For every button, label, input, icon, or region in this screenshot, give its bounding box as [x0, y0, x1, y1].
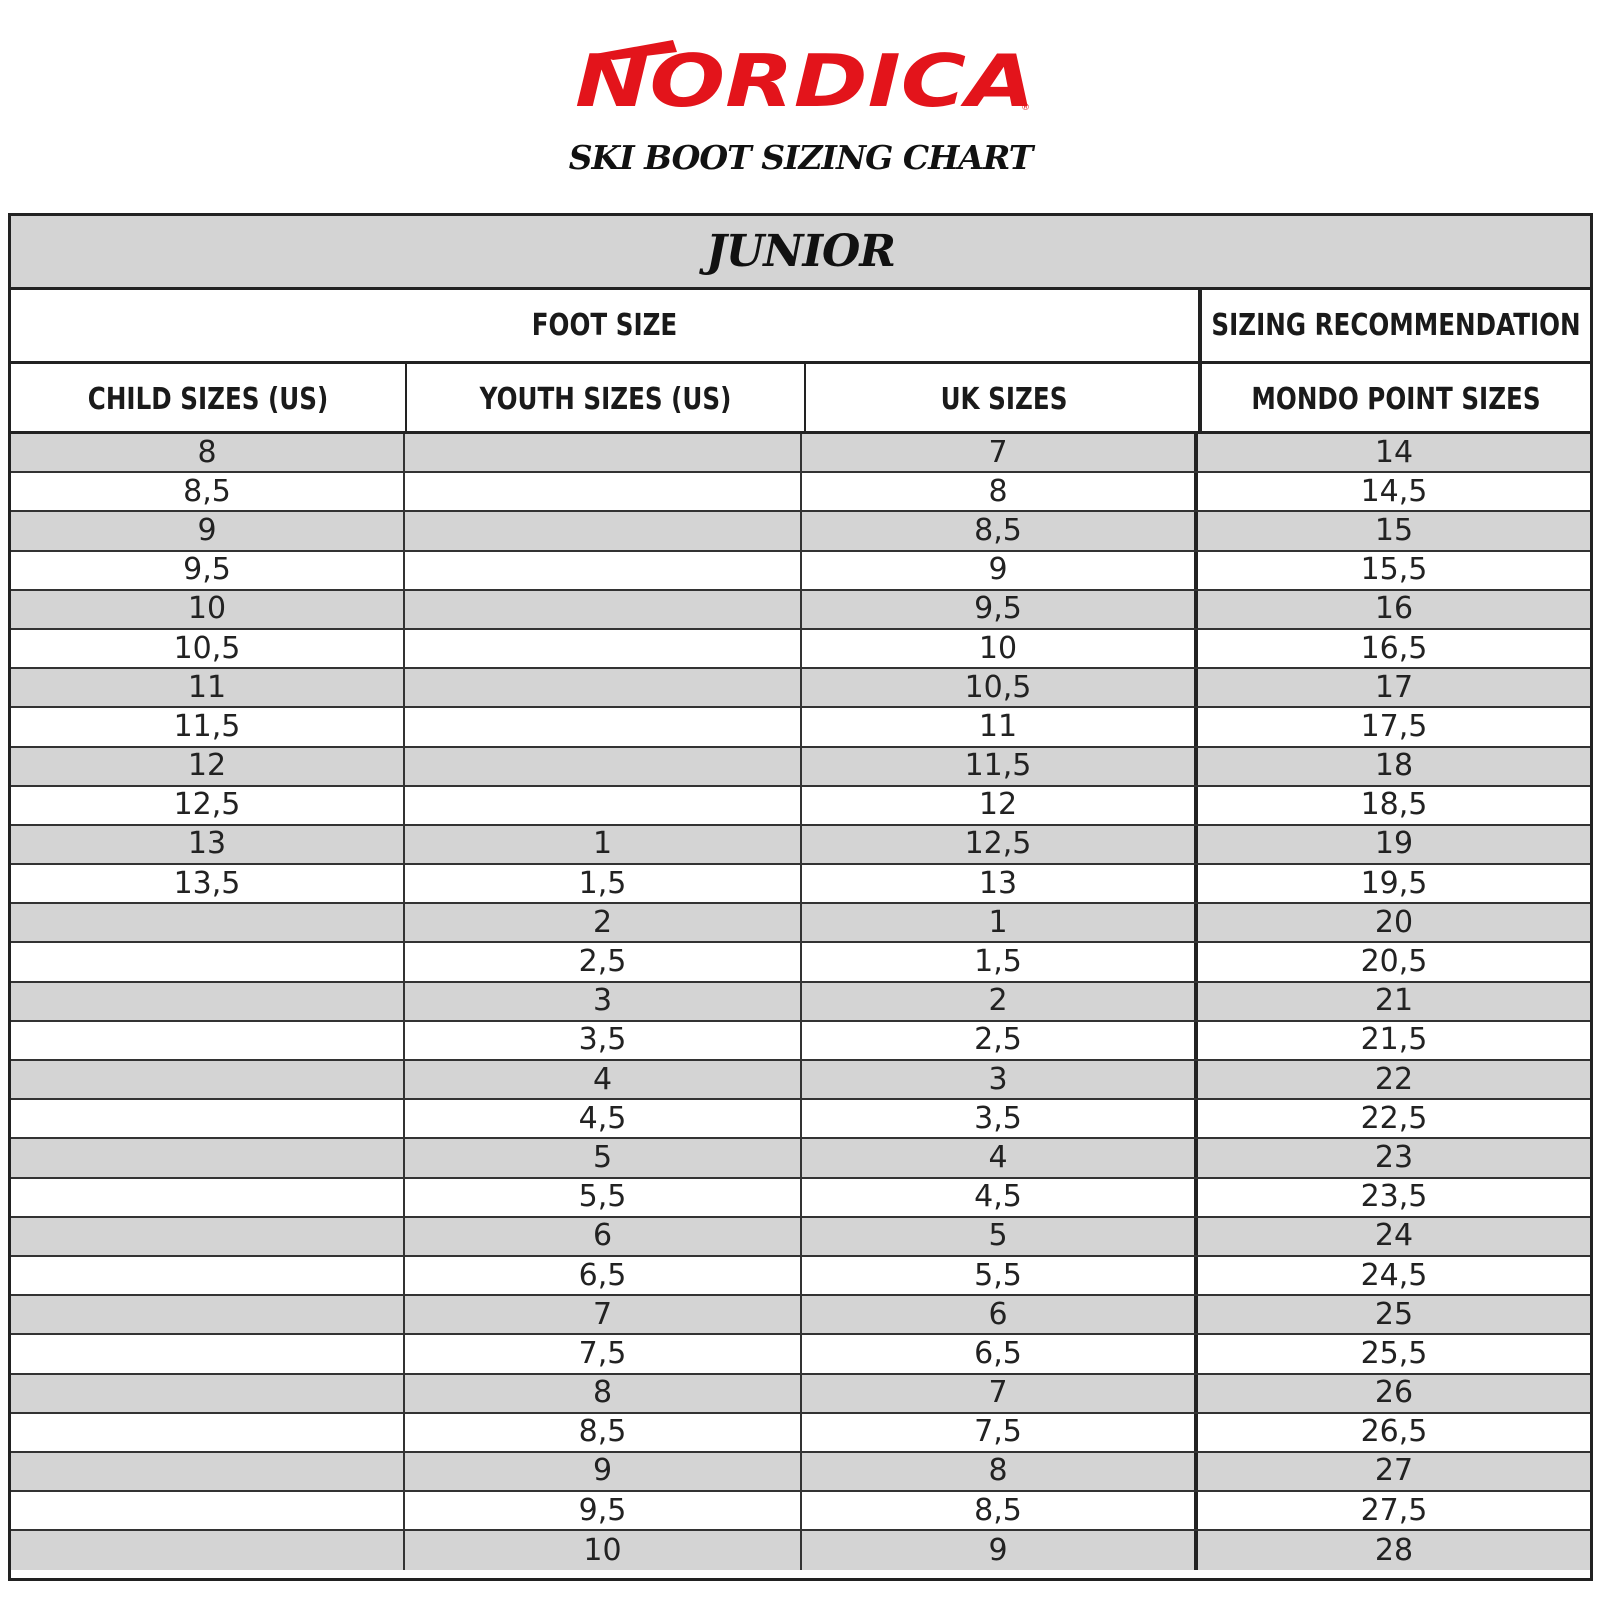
mondo-point-cell: 16 — [1374, 591, 1414, 627]
child-size-cell — [11, 983, 405, 1020]
youth-size-cell: 5 — [405, 1139, 802, 1176]
uk-size-cell: 9 — [802, 552, 1198, 589]
divider — [804, 361, 806, 434]
child-size-cell: 8,5 — [11, 473, 405, 510]
youth-size-cell — [405, 591, 802, 628]
mondo-point-cell: 16,5 — [1360, 630, 1428, 666]
table-row — [11, 1492, 1590, 1531]
uk-size-cell: 4,5 — [802, 1179, 1198, 1216]
table-row — [11, 865, 1590, 904]
child-size-cell — [11, 1179, 405, 1216]
mondo-point-cell: 19 — [1374, 826, 1414, 862]
uk-size-cell: 8,5 — [802, 512, 1198, 549]
table-row — [11, 748, 1590, 787]
mondo-point-cell: 18,5 — [1360, 787, 1428, 823]
mondo-point-cell: 20 — [1374, 904, 1414, 940]
youth-size-cell: 1,5 — [405, 865, 802, 902]
divider — [1198, 290, 1202, 434]
youth-size-cell: 3 — [405, 983, 802, 1020]
mondo-point-cell: 28 — [1374, 1532, 1414, 1568]
child-size-cell — [11, 1257, 405, 1294]
mondo-point-cell: 17,5 — [1360, 708, 1428, 744]
group-header-sizing-recommendation: SIZING RECOMMENDATION — [1211, 308, 1581, 343]
youth-size-cell: 9,5 — [405, 1492, 802, 1529]
child-size-cell — [11, 1100, 405, 1137]
mondo-point-cell: 27 — [1374, 1453, 1414, 1489]
table-row — [11, 473, 1590, 512]
table-row — [11, 1061, 1590, 1100]
table-row — [11, 591, 1590, 630]
table-row — [11, 1257, 1590, 1296]
table-row — [11, 826, 1590, 865]
table-row — [11, 1296, 1590, 1335]
mondo-point-cell: 23,5 — [1360, 1179, 1428, 1215]
child-size-cell: 9 — [11, 512, 405, 549]
mondo-point-cell: 14 — [1374, 434, 1414, 470]
mondo-point-cell: 22,5 — [1360, 1100, 1428, 1136]
child-size-cell — [11, 1139, 405, 1176]
child-size-cell: 11,5 — [11, 708, 405, 745]
child-size-cell: 12 — [11, 748, 405, 785]
youth-size-cell: 9 — [405, 1453, 802, 1490]
youth-size-cell — [405, 669, 802, 706]
table-row — [11, 1218, 1590, 1257]
table-row — [11, 787, 1590, 826]
child-size-cell — [11, 943, 405, 980]
mondo-point-cell: 25,5 — [1360, 1335, 1428, 1371]
mondo-point-cell: 19,5 — [1360, 865, 1428, 901]
table-row — [11, 983, 1590, 1022]
uk-size-cell: 12,5 — [802, 826, 1198, 863]
youth-size-cell — [405, 748, 802, 785]
youth-size-cell: 6 — [405, 1218, 802, 1255]
youth-size-cell: 10 — [405, 1531, 802, 1570]
column-header-uk-sizes: UK SIZES — [940, 381, 1068, 417]
table-row — [11, 1100, 1590, 1139]
table-row — [11, 630, 1590, 669]
child-size-cell: 13,5 — [11, 865, 405, 902]
uk-size-cell: 5 — [802, 1218, 1198, 1255]
youth-size-cell: 6,5 — [405, 1257, 802, 1294]
child-size-cell: 9,5 — [11, 552, 405, 589]
uk-size-cell: 3,5 — [802, 1100, 1198, 1137]
sizing-table — [8, 213, 1593, 1581]
child-size-cell: 10 — [11, 591, 405, 628]
mondo-point-cell: 15 — [1374, 512, 1414, 548]
uk-size-cell: 2 — [802, 983, 1198, 1020]
youth-size-cell: 7,5 — [405, 1335, 802, 1372]
uk-size-cell: 6,5 — [802, 1335, 1198, 1372]
mondo-point-cell: 26 — [1374, 1375, 1414, 1411]
logo-wordmark: NORDICA — [575, 39, 1035, 115]
column-header-child-sizes: CHILD SIZES (US) — [87, 381, 329, 417]
column-header-youth-sizes: YOUTH SIZES (US) — [479, 381, 732, 417]
child-size-cell: 13 — [11, 826, 405, 863]
table-row — [11, 708, 1590, 747]
mondo-point-cell: 17 — [1374, 669, 1414, 705]
mondo-point-cell: 14,5 — [1360, 473, 1428, 509]
table-row — [11, 943, 1590, 982]
mondo-point-cell: 21,5 — [1360, 1022, 1428, 1058]
uk-size-cell: 10,5 — [802, 669, 1198, 706]
mondo-point-cell: 23 — [1374, 1139, 1414, 1175]
divider — [405, 361, 407, 434]
table-row — [11, 1139, 1590, 1178]
uk-size-cell: 8 — [802, 473, 1198, 510]
child-size-cell — [11, 1022, 405, 1059]
child-size-cell — [11, 1492, 405, 1529]
youth-size-cell — [405, 434, 802, 471]
uk-size-cell: 1,5 — [802, 943, 1198, 980]
youth-size-cell: 4,5 — [405, 1100, 802, 1137]
uk-size-cell: 1 — [802, 904, 1198, 941]
uk-size-cell: 8,5 — [802, 1492, 1198, 1529]
youth-size-cell — [405, 708, 802, 745]
uk-size-cell: 3 — [802, 1061, 1198, 1098]
nordica-logo — [555, 30, 1055, 115]
table-row — [11, 1375, 1590, 1414]
uk-size-cell: 9,5 — [802, 591, 1198, 628]
table-row — [11, 1531, 1590, 1570]
mondo-point-cell: 22 — [1374, 1061, 1414, 1097]
uk-size-cell: 11 — [802, 708, 1198, 745]
table-body — [11, 434, 1590, 1570]
mondo-point-cell: 26,5 — [1360, 1414, 1428, 1450]
youth-size-cell — [405, 787, 802, 824]
youth-size-cell: 3,5 — [405, 1022, 802, 1059]
youth-size-cell: 2 — [405, 904, 802, 941]
section-title-junior: JUNIOR — [11, 216, 1590, 290]
youth-size-cell: 2,5 — [405, 943, 802, 980]
uk-size-cell: 13 — [802, 865, 1198, 902]
child-size-cell: 8 — [11, 434, 405, 471]
uk-size-cell: 10 — [802, 630, 1198, 667]
youth-size-cell: 1 — [405, 826, 802, 863]
column-header-mondo-point-sizes: MONDO POINT SIZES — [1251, 381, 1541, 417]
table-row — [11, 1335, 1590, 1374]
uk-size-cell: 4 — [802, 1139, 1198, 1176]
group-header-foot-size: FOOT SIZE — [531, 308, 678, 343]
mondo-point-cell: 18 — [1374, 748, 1414, 784]
child-size-cell — [11, 1453, 405, 1490]
mondo-point-cell: 20,5 — [1360, 944, 1428, 980]
youth-size-cell: 7 — [405, 1296, 802, 1333]
uk-size-cell: 7,5 — [802, 1414, 1198, 1451]
table-row — [11, 512, 1590, 551]
uk-size-cell: 8 — [802, 1453, 1198, 1490]
svg-text:®: ® — [1021, 103, 1030, 113]
table-row — [11, 1022, 1590, 1061]
uk-size-cell: 9 — [802, 1531, 1198, 1570]
youth-size-cell: 5,5 — [405, 1179, 802, 1216]
document-title: SKI BOOT SIZING CHART — [568, 138, 1033, 177]
youth-size-cell: 4 — [405, 1061, 802, 1098]
youth-size-cell: 8,5 — [405, 1414, 802, 1451]
mondo-point-cell: 21 — [1374, 983, 1414, 1019]
child-size-cell — [11, 904, 405, 941]
child-size-cell: 12,5 — [11, 787, 405, 824]
youth-size-cell — [405, 552, 802, 589]
child-size-cell — [11, 1414, 405, 1451]
mondo-point-cell: 24,5 — [1360, 1257, 1428, 1293]
mondo-point-cell: 25 — [1374, 1296, 1414, 1332]
mondo-point-cell: 15,5 — [1360, 552, 1428, 588]
uk-size-cell: 11,5 — [802, 748, 1198, 785]
uk-size-cell: 7 — [802, 1375, 1198, 1412]
table-row — [11, 1414, 1590, 1453]
table-row — [11, 1179, 1590, 1218]
table-row — [11, 904, 1590, 943]
child-size-cell — [11, 1218, 405, 1255]
uk-size-cell: 12 — [802, 787, 1198, 824]
child-size-cell — [11, 1335, 405, 1372]
child-size-cell — [11, 1296, 405, 1333]
youth-size-cell — [405, 630, 802, 667]
child-size-cell — [11, 1061, 405, 1098]
youth-size-cell: 8 — [405, 1375, 802, 1412]
uk-size-cell: 7 — [802, 434, 1198, 471]
table-row — [11, 1453, 1590, 1492]
youth-size-cell — [405, 512, 802, 549]
uk-size-cell: 5,5 — [802, 1257, 1198, 1294]
uk-size-cell: 6 — [802, 1296, 1198, 1333]
table-row — [11, 669, 1590, 708]
youth-size-cell — [405, 473, 802, 510]
mondo-point-cell: 24 — [1374, 1218, 1414, 1254]
table-row — [11, 434, 1590, 473]
child-size-cell — [11, 1531, 405, 1570]
table-row — [11, 552, 1590, 591]
child-size-cell: 10,5 — [11, 630, 405, 667]
child-size-cell: 11 — [11, 669, 405, 706]
child-size-cell — [11, 1375, 405, 1412]
mondo-point-cell: 27,5 — [1360, 1492, 1428, 1528]
uk-size-cell: 2,5 — [802, 1022, 1198, 1059]
